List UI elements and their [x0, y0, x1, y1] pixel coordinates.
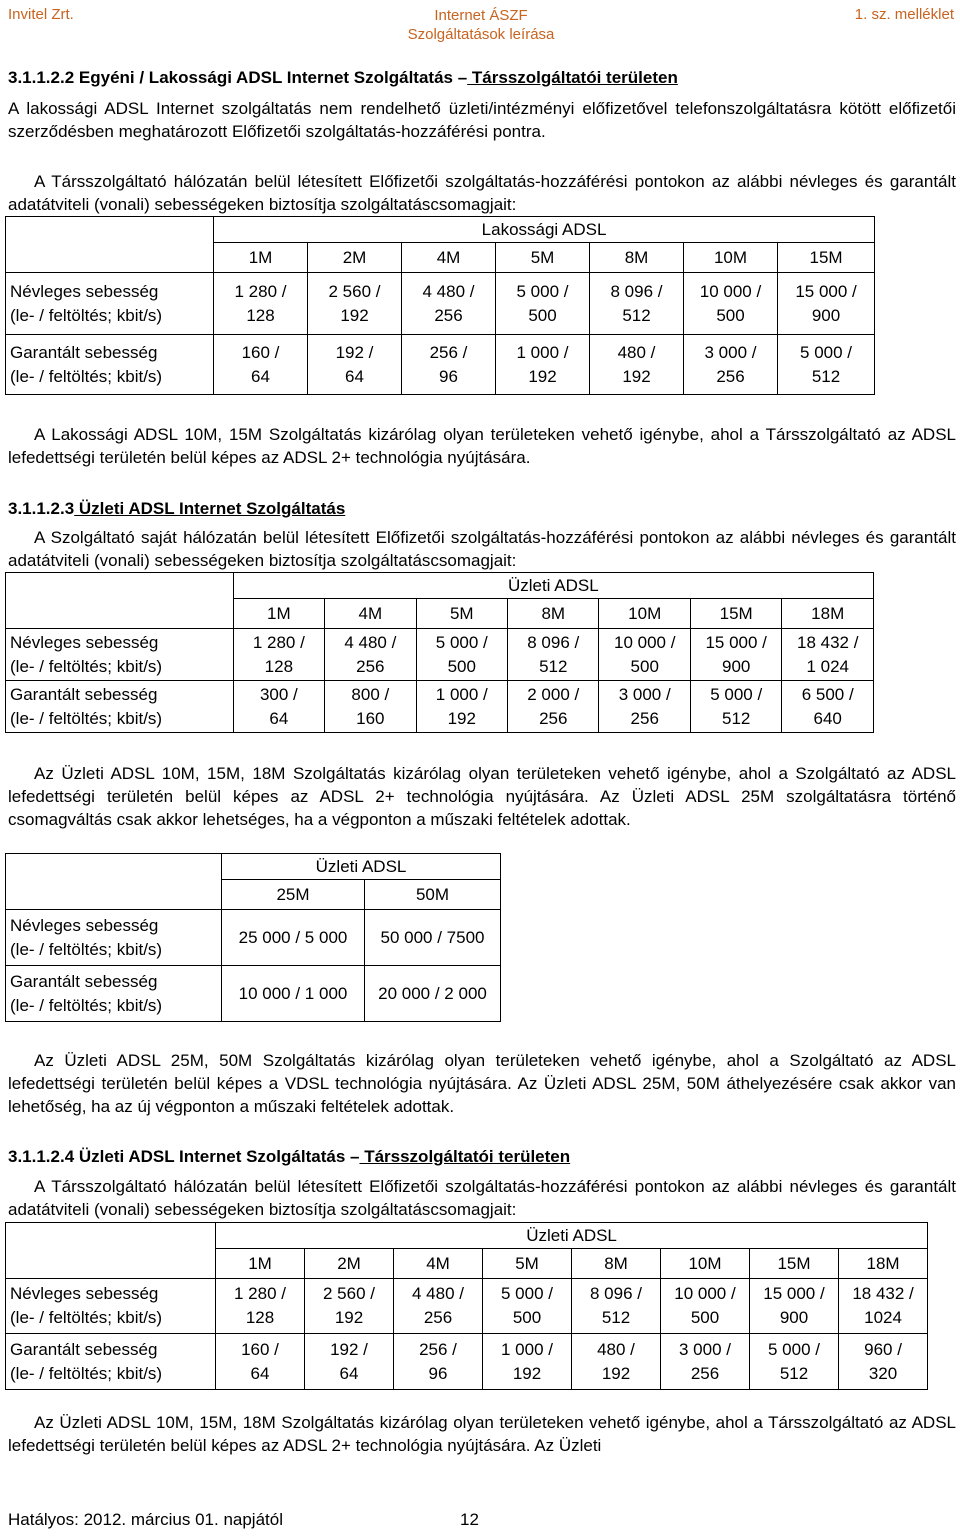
paragraph — [8, 762, 956, 831]
row-label: Garantált sebesség (le- / feltöltés; kbit/s) — [6, 681, 234, 733]
table-cell: 18 432 / 1 024 — [782, 629, 874, 681]
table-cell: 160 / 64 — [214, 335, 308, 395]
section-title-underlined: Társszolgáltatói területen — [359, 1147, 571, 1166]
table-cell: 10 000 / 500 — [684, 273, 778, 335]
table-cell: 300 / 64 — [233, 681, 324, 733]
paragraph-text: A lakossági ADSL Internet szolgáltatás nem rendelhető üzleti/intézményi előfizetővel telefonszolgáltatásra kötött előfizetői szerződésben meghatározott Előfizetői szolgáltatás-hozzáférési pontra. — [8, 99, 956, 141]
footer-validity: Hatályos: 2012. március 01. napjától — [8, 1510, 283, 1529]
column-header: 25M — [222, 880, 365, 910]
table-cell: 5 000 / 500 — [483, 1279, 572, 1334]
table-cell: 1 280 / 128 — [233, 629, 324, 681]
section-heading-2 — [8, 67, 956, 89]
page-number: 12 — [460, 1510, 479, 1529]
speed-table-uzleti — [5, 572, 874, 733]
table-cell: 480 / 192 — [572, 1334, 661, 1390]
column-header: 15M — [750, 1249, 839, 1279]
paragraph-text: A Lakossági ADSL 10M, 15M Szolgáltatás kizárólag olyan területeken vehető igénybe, ahol a Társszolgáltató az ADSL lefedettségi területén belül képes az ADSL 2+ technológia nyújtására. — [8, 425, 956, 467]
section-title-dash: – — [350, 1147, 360, 1166]
table-title: Lakossági ADSL — [214, 217, 875, 243]
paragraph-text: Az Üzleti ADSL 25M, 50M Szolgáltatás kizárólag olyan területeken vehető igénybe, ahol a Szolgáltató az ADSL lefedettségi területén belül képes a VDSL technológia nyújtására. Az Üzleti ADSL 25M, 50M áthelyezésére csak akkor van lehetőség, ha az új végponton a műszaki feltételek adottak. — [8, 1051, 956, 1116]
column-header: 15M — [778, 243, 875, 273]
paragraph-text: Az Üzleti ADSL 10M, 15M, 18M Szolgáltatás kizárólag olyan területeken vehető igénybe, ahol a Szolgáltató az ADSL lefedettségi területén belül képes az ADSL 2+ technológia nyújtására. Az Üzleti ADSL 25M szolgáltatásra történő csomagváltás csak akkor lehetséges, ha a végponton a műszaki feltételek adottak. — [8, 764, 956, 829]
column-header: 4M — [325, 599, 416, 629]
row-label: Garantált sebesség (le- / feltöltés; kbit/s) — [6, 335, 214, 395]
table-cell: 10 000 / 500 — [599, 629, 690, 681]
table-cell: 8 096 / 512 — [508, 629, 599, 681]
speed-table-uzleti-tarsszolgaltatoi — [5, 1222, 928, 1390]
table-cell: 18 432 / 1024 — [839, 1279, 928, 1334]
table-cell: 8 096 / 512 — [590, 273, 684, 335]
column-header: 8M — [508, 599, 599, 629]
table-title: Üzleti ADSL — [222, 854, 501, 880]
paragraph — [8, 170, 956, 216]
column-header: 10M — [661, 1249, 750, 1279]
section-heading-3 — [8, 498, 956, 520]
table-cell: 1 280 / 128 — [216, 1279, 305, 1334]
table-cell: 4 480 / 256 — [325, 629, 416, 681]
table-cell: 192 / 64 — [305, 1334, 394, 1390]
table-row — [6, 681, 874, 733]
table-row — [6, 335, 875, 395]
column-header: 2M — [305, 1249, 394, 1279]
speed-table-lakossagi — [5, 216, 875, 395]
column-header: 5M — [483, 1249, 572, 1279]
table-cell: 4 480 / 256 — [402, 273, 496, 335]
section-title-underlined: Üzleti ADSL Internet Szolgáltatás — [74, 499, 346, 518]
paragraph — [8, 526, 956, 572]
column-header: 1M — [216, 1249, 305, 1279]
table-corner — [6, 854, 222, 910]
section-number: 3.1.1.2.4 — [8, 1147, 75, 1166]
header-doc-line2: Szolgáltatások leírása — [407, 26, 555, 43]
column-header: 8M — [590, 243, 684, 273]
table-cell: 3 000 / 256 — [684, 335, 778, 395]
row-label: Névleges sebesség (le- / feltöltés; kbit/s) — [6, 910, 222, 966]
row-label: Névleges sebesség (le- / feltöltés; kbit/s) — [6, 629, 234, 681]
section-title-underlined: Társszolgáltatói területen — [467, 68, 678, 87]
table-title: Üzleti ADSL — [216, 1223, 928, 1249]
column-header: 5M — [496, 243, 590, 273]
column-header: 1M — [214, 243, 308, 273]
table-cell: 256 / 96 — [394, 1334, 483, 1390]
paragraph — [8, 1175, 956, 1221]
table-cell: 2 560 / 192 — [305, 1279, 394, 1334]
column-header: 10M — [684, 243, 778, 273]
column-header: 5M — [416, 599, 507, 629]
header-company: Invitel Zrt. — [8, 6, 74, 23]
table-cell: 6 500 / 640 — [782, 681, 874, 733]
table-cell: 480 / 192 — [590, 335, 684, 395]
header-doc-title — [8, 6, 954, 44]
table-cell: 192 / 64 — [308, 335, 402, 395]
column-header: 18M — [839, 1249, 928, 1279]
row-label: Garantált sebesség (le- / feltöltés; kbit/s) — [6, 1334, 216, 1390]
table-cell: 160 / 64 — [216, 1334, 305, 1390]
table-cell: 5 000 / 512 — [778, 335, 875, 395]
table-cell: 3 000 / 256 — [599, 681, 690, 733]
table-cell: 5 000 / 512 — [690, 681, 781, 733]
table-cell: 50 000 / 7500 — [365, 910, 501, 966]
table-row — [6, 1279, 928, 1334]
paragraph-text: A Társszolgáltató hálózatán belül létesített Előfizetői szolgáltatás-hozzáférési pontokon az alábbi névleges és garantált adatátviteli (vonali) sebességeken biztosítja szolgáltatáscsomagjait: — [8, 1177, 956, 1219]
table-cell: 960 / 320 — [839, 1334, 928, 1390]
table-cell: 15 000 / 900 — [778, 273, 875, 335]
section-heading-4 — [8, 1146, 956, 1168]
table-cell: 5 000 / 500 — [496, 273, 590, 335]
section-title-plain: Egyéni / Lakossági ADSL Internet Szolgáltatás — [74, 68, 458, 87]
table-cell: 3 000 / 256 — [661, 1334, 750, 1390]
table-cell: 1 000 / 192 — [483, 1334, 572, 1390]
table-cell: 10 000 / 500 — [661, 1279, 750, 1334]
table-cell: 2 560 / 192 — [308, 273, 402, 335]
table-cell: 800 / 160 — [325, 681, 416, 733]
paragraph — [8, 423, 956, 469]
table-cell: 5 000 / 512 — [750, 1334, 839, 1390]
row-label: Névleges sebesség (le- / feltöltés; kbit/s) — [6, 273, 214, 335]
paragraph-text: Az Üzleti ADSL 10M, 15M, 18M Szolgáltatás kizárólag olyan területeken vehető igénybe, ahol a Társszolgáltató az ADSL lefedettségi területén belül képes az ADSL 2+ technológia nyújtására. Az Üzleti — [8, 1413, 956, 1455]
page-footer — [8, 1510, 479, 1530]
table-cell: 8 096 / 512 — [572, 1279, 661, 1334]
paragraph-text: A Szolgáltató saját hálózatán belül létesített Előfizetői szolgáltatás-hozzáférési pontokon az alábbi névleges és garantált adatátviteli (vonali) sebességeken biztosítja szolgáltatáscsomagjait: — [8, 528, 956, 570]
table-row — [6, 966, 501, 1022]
table-corner — [6, 573, 234, 629]
column-header: 8M — [572, 1249, 661, 1279]
column-header: 2M — [308, 243, 402, 273]
header-doc-line1: Internet ÁSZF — [434, 7, 528, 24]
row-label: Garantált sebesség (le- / feltöltés; kbit/s) — [6, 966, 222, 1022]
paragraph — [8, 1411, 956, 1457]
table-row — [6, 273, 875, 335]
section-number: 3.1.1.2.2 — [8, 68, 75, 87]
table-cell: 15 000 / 900 — [690, 629, 781, 681]
section-number: 3.1.1.2.3 — [8, 499, 75, 518]
table-cell: 20 000 / 2 000 — [365, 966, 501, 1022]
table-cell: 15 000 / 900 — [750, 1279, 839, 1334]
section-title-plain: Üzleti ADSL Internet Szolgáltatás — [74, 1147, 350, 1166]
table-cell: 10 000 / 1 000 — [222, 966, 365, 1022]
table-title: Üzleti ADSL — [233, 573, 873, 599]
page-header — [8, 2, 954, 50]
table-corner — [6, 217, 214, 273]
table-corner — [6, 1223, 216, 1279]
column-header: 4M — [402, 243, 496, 273]
speed-table-uzleti-vdsl — [5, 853, 501, 1022]
paragraph-text: A Társszolgáltató hálózatán belül létesített Előfizetői szolgáltatás-hozzáférési pontokon az alábbi névleges és garantált adatátviteli (vonali) sebességeken biztosítja szolgáltatáscsomagjait: — [8, 172, 956, 214]
table-cell: 1 280 / 128 — [214, 273, 308, 335]
column-header: 50M — [365, 880, 501, 910]
column-header: 10M — [599, 599, 690, 629]
column-header: 15M — [690, 599, 781, 629]
table-row — [6, 910, 501, 966]
header-appendix: 1. sz. melléklet — [854, 6, 954, 23]
table-cell: 25 000 / 5 000 — [222, 910, 365, 966]
table-cell: 256 / 96 — [402, 335, 496, 395]
table-row — [6, 1334, 928, 1390]
table-cell: 1 000 / 192 — [416, 681, 507, 733]
column-header: 1M — [233, 599, 324, 629]
row-label: Névleges sebesség (le- / feltöltés; kbit/s) — [6, 1279, 216, 1334]
section-title-dash: – — [457, 68, 468, 87]
column-header: 4M — [394, 1249, 483, 1279]
paragraph — [8, 97, 956, 143]
table-cell: 1 000 / 192 — [496, 335, 590, 395]
paragraph — [8, 1049, 956, 1118]
column-header: 18M — [782, 599, 874, 629]
table-cell: 5 000 / 500 — [416, 629, 507, 681]
table-cell: 4 480 / 256 — [394, 1279, 483, 1334]
table-cell: 2 000 / 256 — [508, 681, 599, 733]
table-row — [6, 629, 874, 681]
